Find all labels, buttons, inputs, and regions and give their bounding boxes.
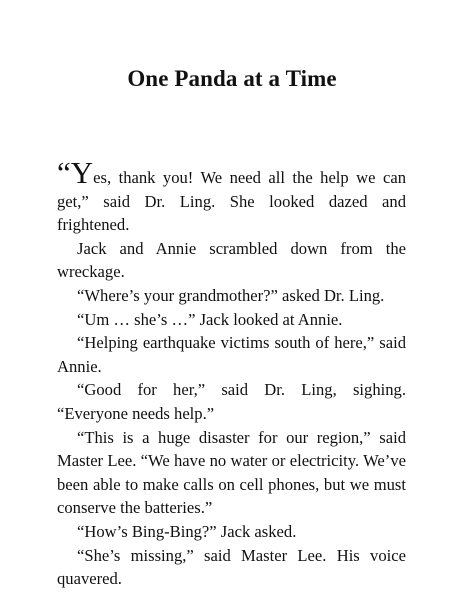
paragraph-text: es, thank you! We need all the help we can get,” said Dr. Ling. She looked dazed and frightened.: [57, 168, 406, 235]
paragraph: “Where’s your grandmother?” asked Dr. Ling.: [77, 285, 385, 305]
paragraph: “Helping earthquake victims south of here,” said Annie.: [57, 333, 406, 376]
paragraph: Jack and Annie scrambled down from the wreckage.: [57, 238, 406, 282]
paragraph: “How’s Bing-Bing?” Jack asked.: [77, 521, 297, 541]
paragraph: “Good for her,” said Dr. Ling, sighing. “Everyone needs help.”: [57, 380, 406, 423]
paragraph: “Um … she’s …” Jack looked at Annie.: [77, 309, 343, 329]
paragraph: [57, 155, 406, 237]
paragraph: “She’s missing,” said Master Lee. His voice quavered.: [57, 545, 406, 589]
paragraph: “This is a huge disaster for our region,” said Master Lee. “We have no water or electricity. We’ve been able to make calls on cell phones, but we must conserve the batteries.”: [57, 427, 406, 518]
opening-quote-initial: “Y: [57, 155, 94, 190]
chapter-title: One Panda at a Time: [127, 66, 337, 91]
body-text: [57, 155, 406, 591]
